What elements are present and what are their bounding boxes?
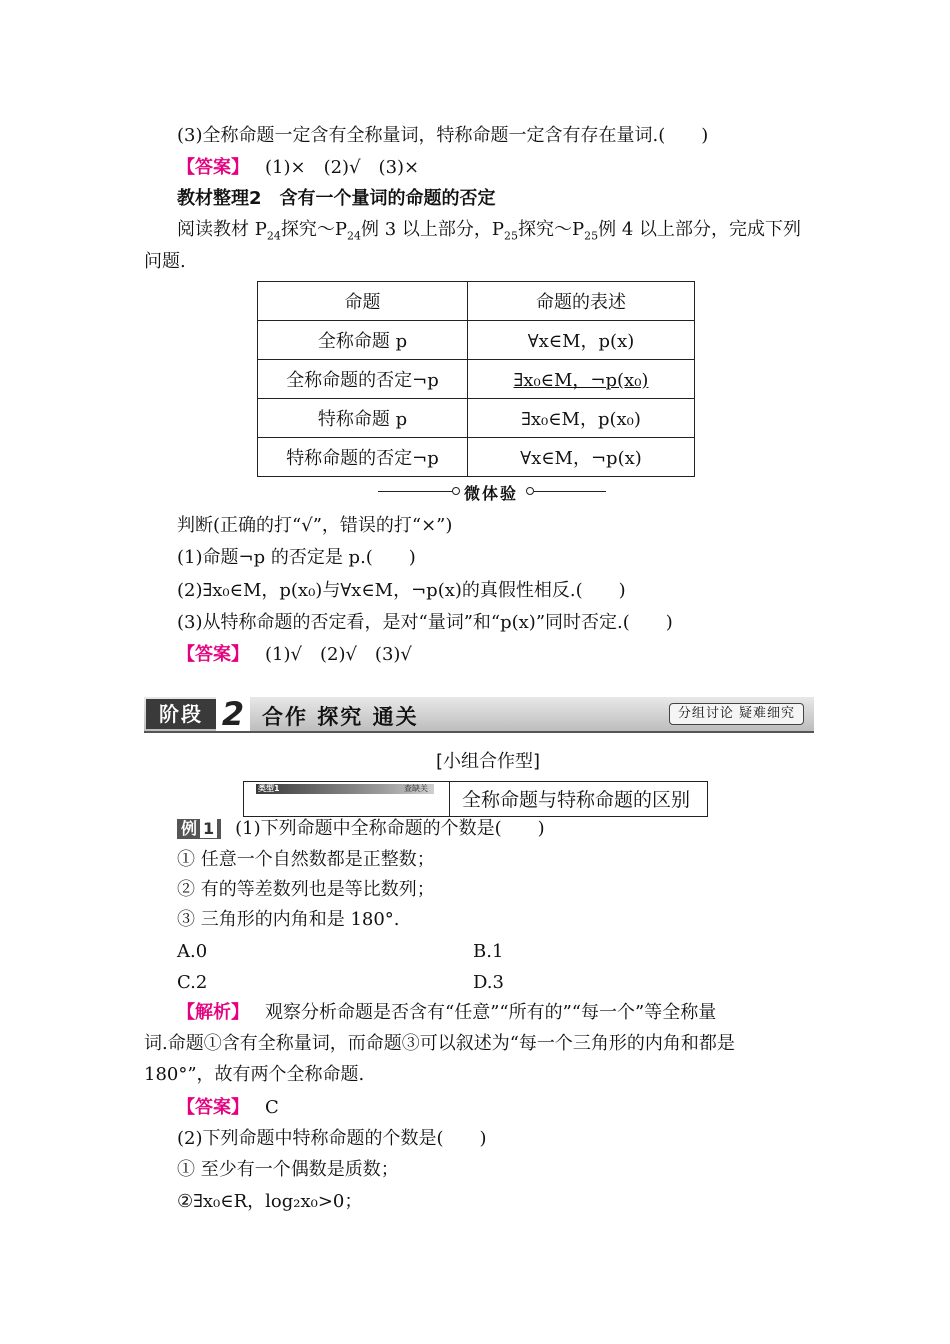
type-tag: 查缺关 (404, 784, 428, 793)
example-item: ② 有的等差数列也是等比数列； (177, 879, 435, 900)
table-cell (468, 360, 695, 399)
reading-instruction-line1: 阅读教材 $P_{24}$探究$\sim P_{24}$例 3 以上部分，$P_{25}$探究$\sim P_{25}$例 4 以上部分，完成下列 (177, 219, 802, 243)
divider-dot (526, 487, 534, 495)
option-d: D.3 (473, 972, 504, 993)
answer-row-3 (177, 1096, 279, 1120)
type-title: 全称命题与特称命题的区别 (462, 789, 691, 811)
analysis-line-2: 词.命题①含有全称量词，而命题③可以叙述为“每一个三角形的内角和都是 (144, 1033, 735, 1054)
answer-label: 【答案】 (177, 644, 249, 665)
section-title: 教材整理2 含有一个量词的命题的否定 (177, 188, 496, 209)
underlined-answer: ∃x₀∈M，¬p(x₀) (513, 370, 649, 391)
judge-item-3: (3)从特称命题的否定看，是对“量词”和“p(x)”同时否定.( ) (177, 612, 673, 633)
table-cell: ∀x∈M，¬p(x) (468, 438, 695, 477)
answer-row-1 (177, 156, 419, 180)
table-cell: ∀x∈M，p(x) (468, 321, 695, 360)
table-cell: 全称命题 p (258, 321, 468, 360)
option-c: C.2 (177, 972, 208, 993)
option-b: B.1 (473, 941, 504, 962)
stage-label: 阶段 (146, 699, 216, 729)
table-row (258, 282, 695, 321)
type-number: 类型1 (258, 784, 280, 793)
divider-dot (452, 487, 460, 495)
stage-banner (144, 697, 814, 731)
option-a: A.0 (177, 941, 208, 962)
type-box (243, 781, 708, 817)
example-question-1: 例 1 (1)下列命题中全称命题的个数是( ) (177, 817, 545, 841)
table-header: 命题 (258, 282, 468, 321)
answer-row-2 (177, 643, 412, 667)
type-box-label (244, 782, 450, 816)
table-row (258, 399, 695, 438)
answer-label: 【答案】 (177, 1097, 249, 1118)
example-question-2: (2)下列命题中特称命题的个数是( ) (177, 1128, 487, 1149)
table-row (258, 321, 695, 360)
table-cell: ∃x₀∈M，p(x₀) (468, 399, 695, 438)
judge-item-1: (1)命题¬p 的否定是 p.( ) (177, 547, 416, 568)
divider-rule (534, 491, 606, 492)
answer-value: (1)√ (2)√ (3)√ (265, 644, 412, 665)
table-cell: 全称命题的否定¬p (258, 360, 468, 399)
quantifier-table (257, 281, 695, 477)
answer-value: C (265, 1097, 279, 1118)
judge-intro: 判断(正确的打“√”，错误的打“×”) (177, 515, 453, 536)
table-cell: 特称命题 p (258, 399, 468, 438)
reading-instruction-line2: 问题. (144, 251, 186, 272)
analysis-line-1: 【解析】 观察分析命题是否含有“任意”“所有的”“每一个”等全称量 (177, 1002, 717, 1023)
analysis-label: 【解析】 (177, 1002, 249, 1023)
example-item: ① 任意一个自然数都是正整数； (177, 849, 435, 870)
example-item: ③ 三角形的内角和是 180°. (177, 909, 400, 930)
answer-value: (1)× (2)√ (3)× (265, 157, 420, 178)
group-type-heading: [小组合作型] (436, 751, 541, 772)
analysis-line-3: 180°”，故有两个全称命题. (144, 1064, 365, 1085)
judge-item-2: (2)∃x₀∈M，p(x₀)与∀x∈M，¬p(x)的真假性相反.( ) (177, 580, 626, 601)
example-item: ②∃x₀∈R，log₂x₀>0； (177, 1191, 363, 1212)
table-row (258, 360, 695, 399)
example-item: ① 至少有一个偶数是质数； (177, 1159, 399, 1180)
micro-experience-divider (378, 481, 606, 503)
table-row (258, 438, 695, 477)
example-badge: 例 1 (177, 819, 221, 839)
divider-label: 微体验 (464, 484, 519, 503)
answer-label: 【答案】 (177, 157, 249, 178)
stage-title: 合作 探究 通关 (262, 705, 419, 729)
question-3: (3)全称命题一定含有全称量词，特称命题一定含有存在量词.( ) (177, 125, 709, 146)
table-cell: 特称命题的否定¬p (258, 438, 468, 477)
stage-number: 2 (216, 697, 250, 731)
stage-tag: 分组讨论 疑难细究 (669, 703, 804, 725)
table-header: 命题的表述 (468, 282, 695, 321)
divider-rule (378, 491, 452, 492)
